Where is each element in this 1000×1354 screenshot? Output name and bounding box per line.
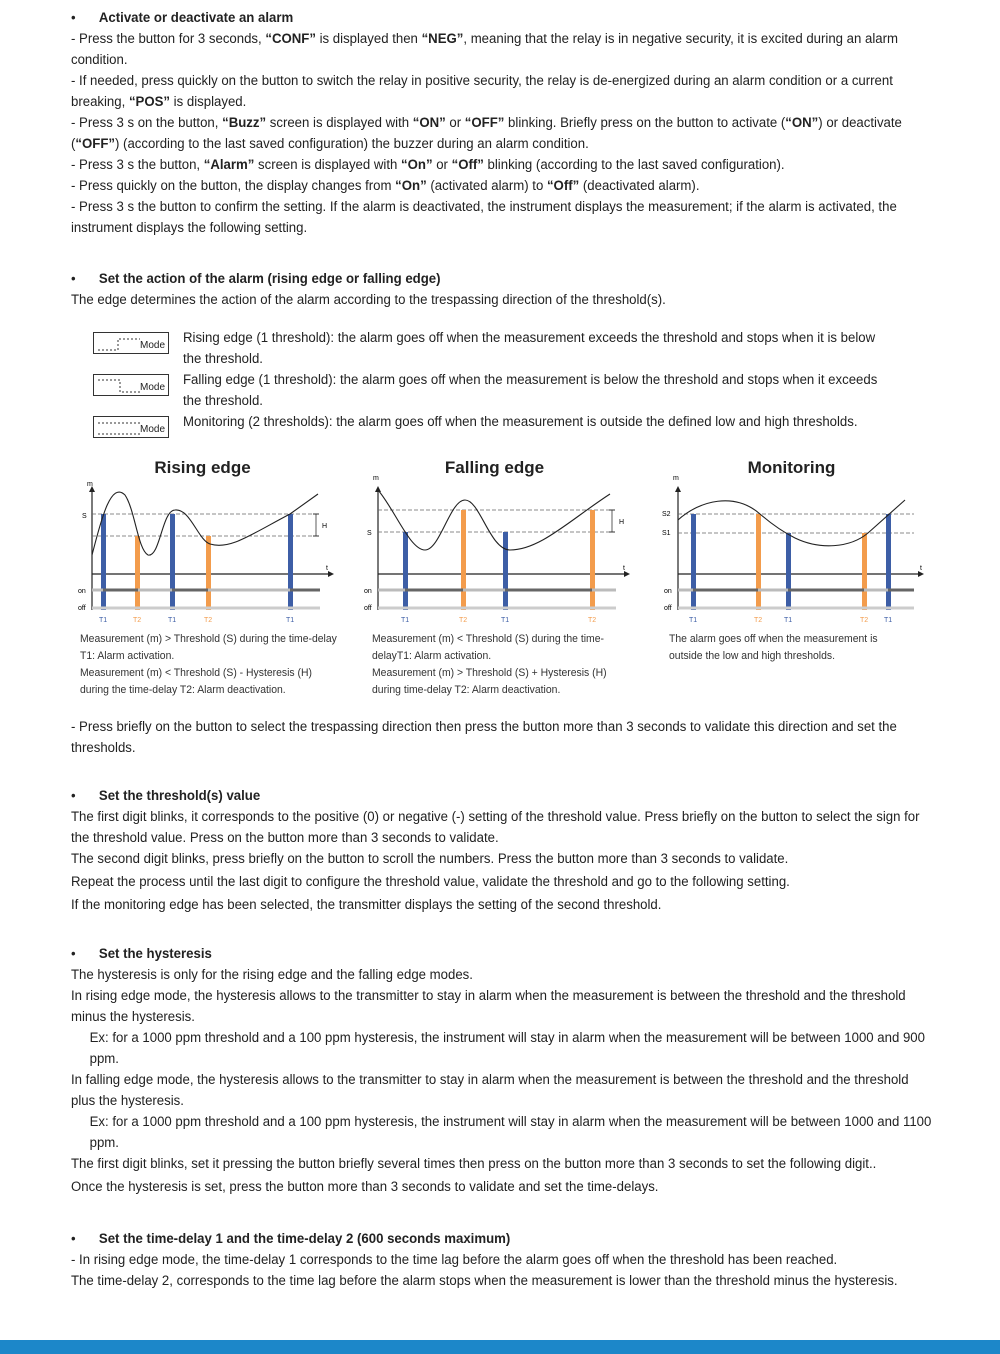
section-alarm-activation: [71, 8, 999, 239]
svg-text:T2: T2: [133, 617, 142, 624]
svg-text:T1: T1: [401, 617, 410, 624]
svg-text:H: H: [619, 519, 625, 526]
svg-text:T2: T2: [204, 617, 213, 624]
svg-text:S1: S1: [662, 530, 671, 537]
bullet-icon: •: [71, 788, 76, 804]
bullet-icon: •: [71, 10, 76, 26]
paragraph: The second digit blinks, press briefly on the button to scroll the numbers. Press the button more than 3 seconds to validate.: [71, 851, 789, 867]
section-heading: [71, 786, 934, 807]
heading-text: Set the threshold(s) value: [98, 788, 261, 804]
svg-text:T2: T2: [588, 617, 597, 624]
mode-description: Rising edge (1 threshold): the alarm goes off when the measurement exceeds the threshold and stops when it is below the threshold.: [183, 330, 876, 367]
paragraph: Repeat the process until the last digit to configure the threshold value, validate the threshold and go to the following setting.: [71, 874, 790, 890]
svg-text:on: on: [664, 588, 672, 595]
section-heading: [71, 1229, 934, 1250]
paragraph: - In rising edge mode, the time-delay 1 corresponds to the time lag before the alarm goes off when the threshold has been reached.: [71, 1252, 838, 1268]
svg-text:m: m: [87, 481, 93, 488]
mode-monitoring: [93, 412, 953, 442]
paragraph: - Press briefly on the button to select the trespassing direction then press the button more than 3 seconds to validate this direction and set the thresholds.: [71, 719, 897, 756]
svg-text:m: m: [373, 475, 379, 482]
paragraph: - Press 3 s on the button, “Buzz” screen is displayed with “ON” or “OFF” blinking. Briefly press on the button to activate (“ON”) or deactivate (“OFF”) (according to the last saved configuration) the buzzer during an alarm condition.: [71, 115, 902, 152]
svg-text:T1: T1: [99, 617, 108, 624]
bullet-icon: •: [71, 946, 76, 962]
svg-text:off: off: [364, 605, 372, 612]
diagram-title: Monitoring: [747, 458, 836, 477]
svg-text:S: S: [82, 513, 87, 520]
mode-description: Falling edge (1 threshold): the alarm goes off when the measurement is below the threshold and stops when it exceeds the threshold.: [183, 372, 878, 409]
rising-edge-chart: [78, 481, 334, 624]
monitoring-mode-icon: Mode: [93, 416, 169, 438]
heading-text: Set the hysteresis: [98, 946, 212, 962]
svg-text:t: t: [920, 565, 922, 572]
section-threshold-value: [71, 786, 999, 916]
heading-text: Set the time-delay 1 and the time-delay 2 (600 seconds maximum): [98, 1231, 511, 1247]
svg-text:t: t: [326, 565, 328, 572]
svg-text:T1: T1: [286, 617, 295, 624]
mode-rising: [93, 328, 953, 370]
rising-edge-caption: Measurement (m) > Threshold (S) during the time-delay T1: Alarm activation. Measurement (m) < Threshold (S) - Hysteresis (H) during the time-delay T2: Alarm deactivation.: [80, 633, 337, 696]
paragraph: The edge determines the action of the alarm according to the trespassing direction of the threshold(s).: [71, 292, 666, 308]
bullet-icon: •: [71, 271, 76, 287]
bullet-icon: •: [71, 1231, 76, 1247]
paragraph: - Press 3 s the button to confirm the setting. If the alarm is deactivated, the instrument displays the measurement; if the alarm is activated, the instrument displays the following setting.: [71, 199, 897, 236]
falling-edge-chart: [364, 475, 630, 624]
svg-text:T1: T1: [168, 617, 177, 624]
section-heading: [71, 944, 934, 965]
paragraph: The first digit blinks, set it pressing the button briefly several times then press on the button more than 3 seconds to set the following digit..: [71, 1156, 877, 1172]
paragraph: In falling edge mode, the hysteresis allows to the transmitter to stay in alarm when the measurement is between the threshold and the threshold plus the hysteresis.: [71, 1072, 909, 1109]
heading-text: Set the action of the alarm (rising edge or falling edge): [98, 271, 441, 287]
paragraph: - Press the button for 3 seconds, “CONF” is displayed then “NEG”, meaning that the relay is in negative security, it is excited during an alarm condition.: [71, 31, 899, 68]
svg-text:T1: T1: [884, 617, 893, 624]
diagram-title: Falling edge: [444, 458, 545, 477]
svg-text:T2: T2: [459, 617, 468, 624]
svg-text:T2: T2: [754, 617, 763, 624]
paragraph: The time-delay 2, corresponds to the time lag before the alarm stops when the measurement is lower than the threshold minus the hysteresis.: [71, 1273, 898, 1289]
paragraph: If the monitoring edge has been selected, the transmitter displays the setting of the second threshold.: [71, 897, 662, 913]
paragraph: - If needed, press quickly on the button to switch the relay in positive security, the relay is de-energized during an alarm condition or a current breaking, “POS” is displayed.: [71, 73, 893, 110]
monitoring-caption: The alarm goes off when the measurement is outside the low and high thresholds.: [669, 633, 878, 662]
paragraph: The hysteresis is only for the rising edge and the falling edge modes.: [71, 967, 473, 983]
svg-text:m: m: [673, 475, 679, 482]
section-time-delay: [71, 1229, 999, 1292]
paragraph: - Press quickly on the button, the display changes from “On” (activated alarm) to “Off” (deactivated alarm).: [71, 178, 700, 194]
svg-text:S: S: [367, 530, 372, 537]
paragraph: - Press 3 s the button, “Alarm” screen is displayed with “On” or “Off” blinking (according to the last saved configuration).: [71, 157, 785, 173]
paragraph: The first digit blinks, it corresponds to the positive (0) or negative (-) setting of the threshold value. Press briefly on the button to select the sign for the threshold value. Press on the button more than 3 seconds to validate.: [71, 809, 920, 846]
svg-text:t: t: [623, 565, 625, 572]
section-alarm-action-outro: [71, 717, 999, 759]
svg-text:off: off: [664, 605, 672, 612]
alarm-diagrams-svg: [0, 470, 1000, 630]
section-alarm-action: [71, 269, 999, 311]
rising-edge-mode-icon: Mode: [93, 332, 169, 354]
section-hysteresis: [71, 944, 999, 1198]
svg-text:T1: T1: [501, 617, 510, 624]
example-paragraph: Ex: for a 1000 ppm threshold and a 100 ppm hysteresis, the instrument will stay in alarm when the measurement will be between 1000 and 900 ppm.: [89, 1030, 925, 1067]
falling-edge-caption: Measurement (m) < Threshold (S) during the time-delayT1: Alarm activation. Measurement (m) > Threshold (S) + Hysteresis (H) during time-delay T2: Alarm deactivation.: [372, 633, 607, 696]
mode-description: Monitoring (2 thresholds): the alarm goes off when the measurement is outside the defined low and high thresholds.: [183, 414, 858, 430]
svg-text:T1: T1: [689, 617, 698, 624]
footer-bar: [0, 1340, 1000, 1354]
monitoring-chart: [662, 475, 924, 624]
svg-text:S2: S2: [662, 511, 671, 518]
heading-text: Activate or deactivate an alarm: [98, 10, 294, 26]
diagram-title: Rising edge: [154, 458, 251, 477]
mode-falling: [93, 370, 953, 412]
paragraph: Once the hysteresis is set, press the button more than 3 seconds to validate and set the time-delays.: [71, 1179, 659, 1195]
svg-text:on: on: [364, 588, 372, 595]
svg-text:on: on: [78, 588, 86, 595]
paragraph: In rising edge mode, the hysteresis allows to the transmitter to stay in alarm when the measurement is between the threshold and the threshold minus the hysteresis.: [71, 988, 906, 1025]
svg-text:T2: T2: [860, 617, 869, 624]
example-paragraph: Ex: for a 1000 ppm threshold and a 100 ppm hysteresis, the instrument will stay in alarm when the measurement will be between 1000 and 1100 ppm.: [89, 1114, 932, 1151]
svg-text:off: off: [78, 605, 86, 612]
section-heading: [71, 269, 934, 290]
svg-text:H: H: [322, 523, 328, 530]
mode-list: [93, 328, 953, 442]
falling-edge-mode-icon: Mode: [93, 374, 169, 396]
svg-text:T1: T1: [784, 617, 793, 624]
section-heading: [71, 8, 934, 29]
